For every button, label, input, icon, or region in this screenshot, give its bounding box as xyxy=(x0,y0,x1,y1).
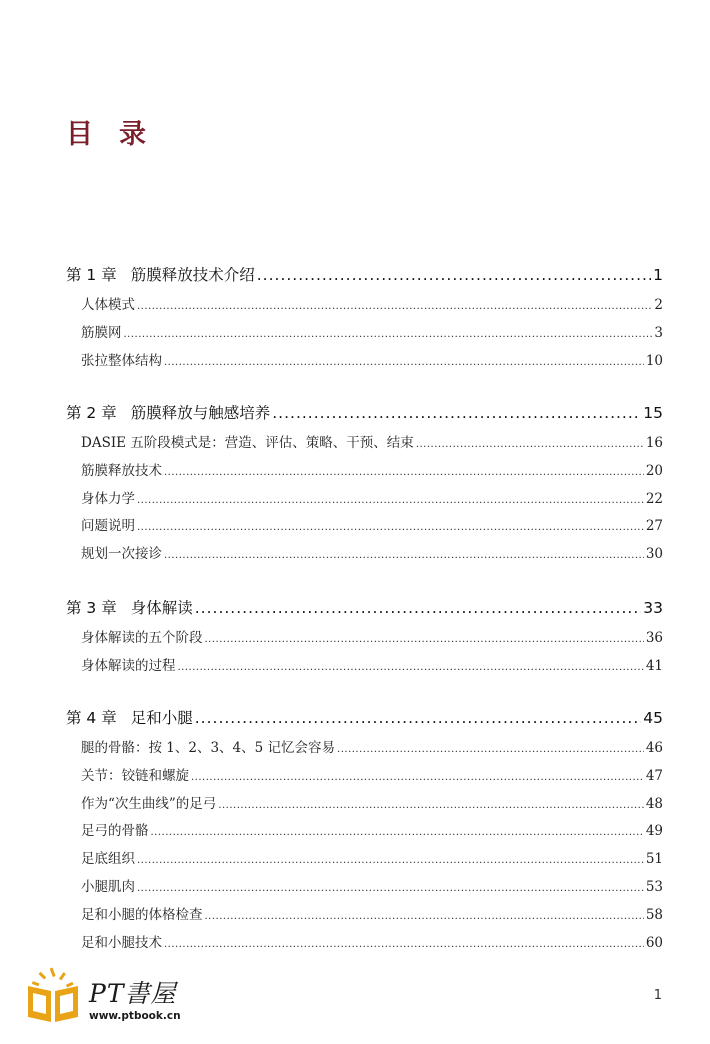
section-page: 16 xyxy=(645,435,663,451)
section-title: 足和小腿的体格检查 xyxy=(81,906,203,923)
toc-section-row[interactable] xyxy=(81,931,663,951)
section-page: 10 xyxy=(645,352,663,369)
logo-url: www.ptbook.cn xyxy=(89,1010,181,1022)
section-title: 足弓的骨骼 xyxy=(81,823,149,840)
toc-section-row[interactable] xyxy=(81,431,663,451)
section-page: 27 xyxy=(645,518,663,535)
toc-section-row[interactable] xyxy=(81,792,663,812)
section-title: 人体模式 xyxy=(81,297,135,313)
chapter-title: 筋膜释放与触感培养 xyxy=(130,404,271,422)
dot-leader xyxy=(205,630,644,646)
chapter-page: 15 xyxy=(643,404,663,422)
dot-leader xyxy=(137,851,644,867)
chapter-page: 1 xyxy=(653,266,663,284)
toc-section-row[interactable] xyxy=(81,764,663,784)
dot-leader xyxy=(257,266,651,284)
toc-chapter-row[interactable] xyxy=(66,263,663,285)
section-page: 47 xyxy=(645,767,663,784)
section-title: 关节：铰链和螺旋 xyxy=(81,767,189,784)
dot-leader xyxy=(337,740,644,756)
section-page: 53 xyxy=(645,879,663,895)
section-page: 46 xyxy=(645,740,663,756)
section-page: 30 xyxy=(645,546,663,563)
chapter-title: 筋膜释放技术介绍 xyxy=(130,266,255,284)
section-page: 3 xyxy=(654,324,663,341)
toc-section-row[interactable] xyxy=(81,321,663,341)
toc-section-row[interactable] xyxy=(81,542,663,562)
toc-section-row[interactable] xyxy=(81,349,663,369)
dot-leader xyxy=(205,907,644,923)
chapter-number: 第 4 章 xyxy=(66,709,117,727)
chapter-number: 第 1 章 xyxy=(66,266,117,284)
section-title: 身体解读的过程 xyxy=(81,657,176,674)
toc-section-row[interactable] xyxy=(81,487,663,507)
section-page: 20 xyxy=(645,462,663,479)
dot-leader xyxy=(195,709,642,727)
dot-leader xyxy=(151,823,644,839)
section-page: 49 xyxy=(645,823,663,840)
toc-section-row[interactable] xyxy=(81,903,663,923)
page-number: 1 xyxy=(653,988,662,1003)
dot-leader xyxy=(137,491,644,507)
section-title: 筋膜释放技术 xyxy=(81,462,162,479)
toc-chapter-row[interactable] xyxy=(66,596,663,618)
section-page: 51 xyxy=(645,851,663,868)
section-title: 筋膜网 xyxy=(81,324,122,341)
toc-section-row[interactable] xyxy=(81,459,663,479)
toc-section-row[interactable] xyxy=(81,654,663,674)
chapter-number: 第 3 章 xyxy=(66,599,117,617)
toc-section-row[interactable] xyxy=(81,819,663,839)
chapter-title: 足和小腿 xyxy=(130,709,193,727)
book-logo-icon xyxy=(23,966,83,1024)
dot-leader xyxy=(164,353,644,369)
dot-leader xyxy=(137,879,644,895)
section-title: DASIE 五阶段模式是：营造、评估、策略、干预、结束 xyxy=(81,435,414,451)
section-title: 作为“次生曲线”的足弓 xyxy=(81,795,217,812)
section-title: 足底组织 xyxy=(81,851,135,868)
toc-chapter-row[interactable] xyxy=(66,706,663,728)
toc-section-row[interactable] xyxy=(81,875,663,895)
dot-leader xyxy=(191,768,644,784)
dot-leader xyxy=(416,435,644,451)
section-page: 36 xyxy=(645,630,663,646)
chapter-number: 第 2 章 xyxy=(66,404,117,422)
chapter-page: 33 xyxy=(643,599,663,617)
dot-leader xyxy=(124,325,653,341)
dot-leader xyxy=(218,796,644,812)
watermark-logo xyxy=(23,966,213,1026)
toc-chapter-row[interactable] xyxy=(66,401,663,423)
dot-leader xyxy=(137,297,652,313)
toc-section-row[interactable] xyxy=(81,514,663,534)
dot-leader xyxy=(272,404,641,422)
section-page: 48 xyxy=(645,795,663,812)
section-page: 60 xyxy=(645,934,663,951)
chapter-page: 45 xyxy=(643,709,663,727)
section-page: 58 xyxy=(645,906,663,923)
page-title: 目录 xyxy=(66,119,172,150)
logo-wordmark: PT書屋 xyxy=(89,979,177,1008)
dot-leader xyxy=(164,463,644,479)
section-title: 小腿肌肉 xyxy=(81,879,135,895)
section-page: 2 xyxy=(654,297,663,313)
section-title: 腿的骨骼：按 1、2、3、4、5 记忆会容易 xyxy=(81,740,336,756)
toc-section-row[interactable] xyxy=(81,626,663,646)
dot-leader xyxy=(137,518,644,534)
toc-section-row[interactable] xyxy=(81,847,663,867)
dot-leader xyxy=(178,658,644,674)
section-title: 问题说明 xyxy=(81,518,135,535)
chapter-title: 身体解读 xyxy=(130,599,193,617)
section-title: 张拉整体结构 xyxy=(81,352,162,369)
section-page: 41 xyxy=(645,657,663,674)
section-page: 22 xyxy=(645,490,663,507)
toc-section-row[interactable] xyxy=(81,293,663,313)
toc-section-row[interactable] xyxy=(81,736,663,756)
dot-leader xyxy=(164,546,644,562)
dot-leader xyxy=(195,599,642,617)
section-title: 身体力学 xyxy=(81,490,135,507)
section-title: 身体解读的五个阶段 xyxy=(81,630,203,646)
section-title: 足和小腿技术 xyxy=(81,934,162,951)
dot-leader xyxy=(164,935,644,951)
section-title: 规划一次接诊 xyxy=(81,546,162,563)
